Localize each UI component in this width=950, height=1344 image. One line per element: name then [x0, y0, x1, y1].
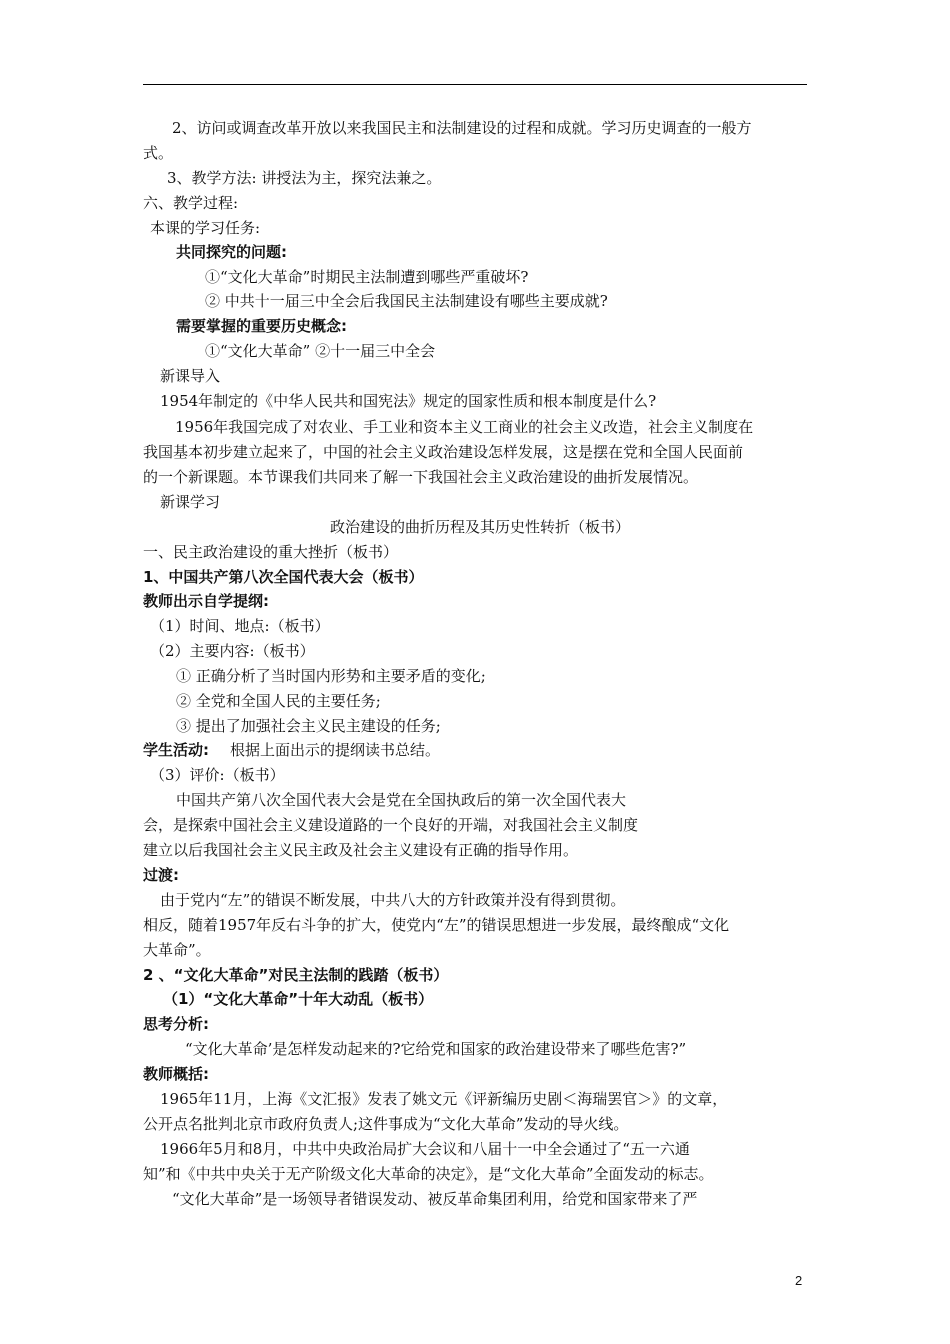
text-line: 我国基本初步建立起来了，中国的社会主义政治建设怎样发展，这是摆在党和全国人民面前 [143, 443, 744, 461]
text-line: 建立以后我国社会主义民主政及社会主义建设有正确的指导作用。 [143, 841, 579, 859]
text-line: ② 中共十一届三中全会后我国民主法制建设有哪些主要成就? [205, 292, 608, 310]
text-line: 3、教学方法: 讲授法为主，探究法兼之。 [167, 169, 442, 187]
text-line: 知”和《中共中央关于无产阶级文化大革命的决定》，是“文化大革命”全面发动的标志。 [143, 1165, 714, 1183]
text-line: 由于党内“左”的错误不断发展，中共八大的方针政策并没有得到贯彻。 [160, 891, 626, 909]
text-line: 需要掌握的重要历史概念: [176, 317, 347, 335]
text-line: 思考分析: [143, 1015, 209, 1033]
text-line: 会，是探索中国社会主义建设道路的一个良好的开端，对我国社会主义制度 [143, 816, 639, 834]
page-number: 2 [795, 1273, 803, 1288]
text-line: 大革命”。 [143, 941, 211, 959]
text-line: 教师出示自学提纲: [143, 592, 269, 610]
text-line: 过渡: [143, 866, 179, 884]
text-line: 相反，随着1957年反右斗争的扩大，使党内“左”的错误思想进一步发展，最终酿成“文化 [143, 916, 730, 934]
text-line: ①“文化大革命”时期民主法制遭到哪些严重破坏? [205, 268, 529, 286]
text-line: ③ 提出了加强社会主义民主建设的任务; [176, 717, 441, 735]
text-line: （3）评价:（板书） [150, 766, 285, 784]
text-line: ② 全党和全国人民的主要任务; [176, 692, 381, 710]
text-line: ①“文化大革命” ②十一届三中全会 [205, 342, 436, 360]
text-line: 1956年我国完成了对农业、手工业和资本主义工商业的社会主义改造，社会主义制度在 [175, 418, 754, 436]
text-line: 式。 [143, 144, 174, 162]
text-line: 一、民主政治建设的重大挫折（板书） [143, 543, 399, 561]
text-line: “文化大革命’是怎样发动起来的?它给党和国家的政治建设带来了哪些危害?” [185, 1040, 687, 1058]
text-line: 1954年制定的《中华人民共和国宪法》规定的国家性质和根本制度是什么? [160, 392, 657, 410]
text-line: 1、中国共产第八次全国代表大会（板书） [143, 568, 424, 586]
text-line: 本课的学习任务: [150, 219, 261, 237]
text-line: 共同探究的问题: [176, 243, 287, 261]
text-line: 2、访问或调查改革开放以来我国民主和法制建设的过程和成就。学习历史调查的一般方 [172, 119, 752, 137]
text-line: 新课导入 [160, 367, 221, 385]
text-line: 政治建设的曲折历程及其历史性转折（板书） [330, 518, 631, 536]
header-rule [143, 84, 807, 85]
text-line: 根据上面出示的提纲读书总结。 [230, 741, 441, 759]
text-line: 教师概括: [143, 1065, 209, 1083]
text-line: （2）主要内容:（板书） [150, 642, 315, 660]
text-line: 学生活动: [143, 741, 209, 759]
text-line: “文化大革命”是一场领导者错误发动、被反革命集团利用，给党和国家带来了严 [172, 1190, 698, 1208]
text-line: ① 正确分析了当时国内形势和主要矛盾的变化; [176, 667, 486, 685]
text-line: （1）“文化大革命”十年大动乱（板书） [163, 990, 434, 1008]
text-line: 1965年11月，上海《文汇报》发表了姚文元《评新编历史剧＜海瑞罢官＞》的文章， [160, 1090, 728, 1108]
text-line: 六、教学过程: [143, 194, 239, 212]
text-line: 2 、“文化大革命”对民主法制的践踏（板书） [143, 966, 449, 984]
text-line: 新课学习 [160, 493, 221, 511]
text-line: 的一个新课题。本节课我们共同来了解一下我国社会主义政治建设的曲折发展情况。 [143, 468, 699, 486]
text-line: 中国共产第八次全国代表大会是党在全国执政后的第一次全国代表大 [176, 791, 627, 809]
text-line: 公开点名批判北京市政府负责人;这件事成为“文化大革命”发动的导火线。 [143, 1115, 629, 1133]
text-line: 1966年5月和8月，中共中央政治局扩大会议和八届十一中全会通过了“五一六通 [160, 1140, 690, 1158]
text-line: （1）时间、地点:（板书） [150, 617, 330, 635]
